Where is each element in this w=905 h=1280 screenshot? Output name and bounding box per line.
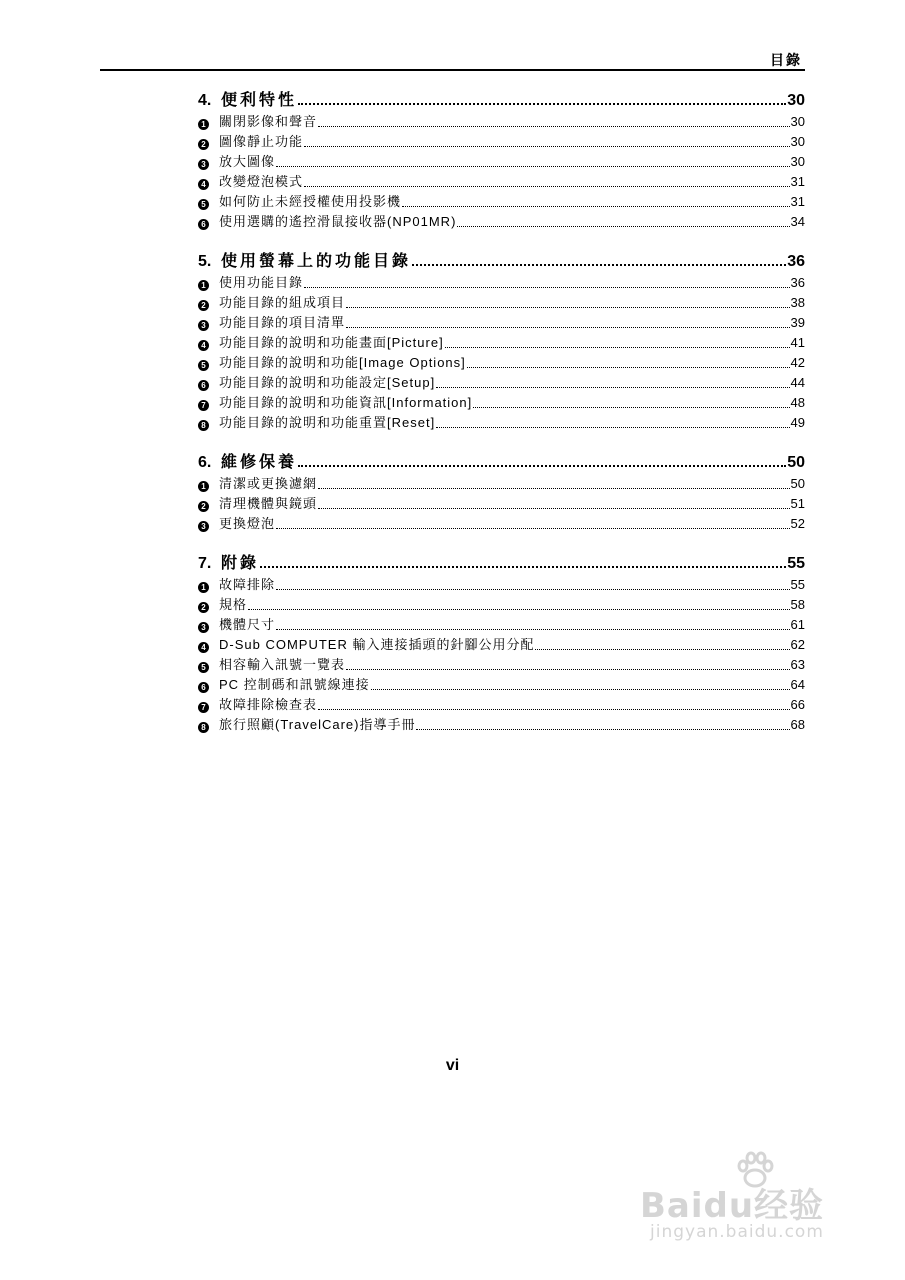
toc-section xyxy=(198,449,805,533)
entry-page-number: 30 xyxy=(790,114,805,129)
dot-leader xyxy=(276,166,790,167)
toc-entry xyxy=(198,392,805,412)
dot-leader xyxy=(304,186,790,187)
numbered-bullet-icon: 5 xyxy=(198,199,209,210)
dot-leader xyxy=(402,206,790,207)
entry-page-number: 68 xyxy=(790,717,805,732)
entry-page-number: 41 xyxy=(790,335,805,350)
dot-leader xyxy=(276,589,790,590)
toc-entry xyxy=(198,372,805,392)
section-page-number: 30 xyxy=(787,92,805,109)
numbered-bullet-icon: 8 xyxy=(198,420,209,431)
toc-entry xyxy=(198,674,805,694)
toc-entry xyxy=(198,513,805,533)
entry-page-number: 38 xyxy=(790,295,805,310)
entry-page-number: 66 xyxy=(790,697,805,712)
entry-page-number: 30 xyxy=(790,134,805,149)
watermark-url: jingyan.baidu.com xyxy=(650,1222,824,1242)
entry-title: 清理機體與鏡頭 xyxy=(219,496,318,511)
section-number: 4. xyxy=(198,92,212,109)
entry-page-number: 49 xyxy=(790,415,805,430)
dot-leader xyxy=(346,669,790,670)
entry-title: 功能目錄的說明和功能重置[Reset] xyxy=(219,415,436,430)
toc-entry xyxy=(198,574,805,594)
entry-page-number: 61 xyxy=(790,617,805,632)
section-page-number: 55 xyxy=(787,555,805,572)
entry-title: 放大圖像 xyxy=(219,154,276,169)
entry-page-number: 31 xyxy=(790,174,805,189)
numbered-bullet-icon: 6 xyxy=(198,219,209,230)
numbered-bullet-icon: 5 xyxy=(198,662,209,673)
entry-title: 功能目錄的組成項目 xyxy=(219,295,346,310)
toc-entry xyxy=(198,151,805,171)
baidu-watermark xyxy=(640,1150,870,1250)
entry-title: 旅行照顧(TravelCare)指導手冊 xyxy=(219,717,416,732)
section-page-number: 50 xyxy=(787,454,805,471)
numbered-bullet-icon: 2 xyxy=(198,602,209,613)
numbered-bullet-icon: 7 xyxy=(198,702,209,713)
section-number: 5. xyxy=(198,253,212,270)
toc-section-heading xyxy=(198,87,805,110)
toc-section xyxy=(198,248,805,432)
toc-entry xyxy=(198,352,805,372)
dot-leader xyxy=(276,629,790,630)
numbered-bullet-icon: 1 xyxy=(198,119,209,130)
toc-entry xyxy=(198,332,805,352)
entry-page-number: 50 xyxy=(790,476,805,491)
entry-page-number: 48 xyxy=(790,395,805,410)
dot-leader xyxy=(298,103,786,105)
section-title: 維修保養 xyxy=(221,454,298,471)
entry-title: D-Sub COMPUTER 輸入連接插頭的針腳公用分配 xyxy=(219,637,535,652)
entry-title: 清潔或更換濾網 xyxy=(219,476,318,491)
entry-title: 使用選購的遙控滑鼠接收器(NP01MR) xyxy=(219,214,457,229)
numbered-bullet-icon: 1 xyxy=(198,481,209,492)
dot-leader xyxy=(304,287,790,288)
numbered-bullet-icon: 4 xyxy=(198,179,209,190)
toc-entry xyxy=(198,171,805,191)
dot-leader xyxy=(260,566,786,568)
watermark-brand: Baidu经验 xyxy=(640,1186,825,1226)
entry-page-number: 51 xyxy=(790,496,805,511)
dot-leader xyxy=(298,465,786,467)
numbered-bullet-icon: 2 xyxy=(198,300,209,311)
toc-section-heading xyxy=(198,248,805,271)
toc-entry xyxy=(198,714,805,734)
section-page-number: 36 xyxy=(787,253,805,270)
numbered-bullet-icon: 7 xyxy=(198,400,209,411)
dot-leader xyxy=(346,307,790,308)
entry-title: 相容輸入訊號一覽表 xyxy=(219,657,346,672)
toc-section xyxy=(198,550,805,734)
numbered-bullet-icon: 2 xyxy=(198,139,209,150)
entry-title: 如何防止未經授權使用投影機 xyxy=(219,194,402,209)
toc-entry xyxy=(198,634,805,654)
toc-entry xyxy=(198,412,805,432)
entry-page-number: 30 xyxy=(790,154,805,169)
numbered-bullet-icon: 6 xyxy=(198,682,209,693)
toc-entry xyxy=(198,292,805,312)
entry-title: 功能目錄的說明和功能畫面[Picture] xyxy=(219,335,444,350)
toc-entry xyxy=(198,654,805,674)
dot-leader xyxy=(436,427,789,428)
toc-entry xyxy=(198,614,805,634)
page-number: vi xyxy=(445,1057,460,1074)
dot-leader xyxy=(318,126,790,127)
numbered-bullet-icon: 6 xyxy=(198,380,209,391)
numbered-bullet-icon: 1 xyxy=(198,280,209,291)
running-header-title: 目錄 xyxy=(770,52,802,68)
dot-leader xyxy=(371,689,790,690)
entry-page-number: 44 xyxy=(790,375,805,390)
header-rule xyxy=(100,69,805,71)
toc-section-heading xyxy=(198,449,805,472)
entry-title: 故障排除 xyxy=(219,577,276,592)
toc-entry xyxy=(198,211,805,231)
numbered-bullet-icon: 1 xyxy=(198,582,209,593)
section-title: 便利特性 xyxy=(221,92,298,109)
toc-entry xyxy=(198,131,805,151)
entry-page-number: 31 xyxy=(790,194,805,209)
numbered-bullet-icon: 2 xyxy=(198,501,209,512)
dot-leader xyxy=(304,146,790,147)
entry-title: 使用功能目錄 xyxy=(219,275,304,290)
toc-section xyxy=(198,87,805,231)
dot-leader xyxy=(276,528,790,529)
dot-leader xyxy=(467,367,790,368)
toc-entry xyxy=(198,191,805,211)
dot-leader xyxy=(457,226,789,227)
dot-leader xyxy=(318,488,790,489)
toc-entry xyxy=(198,111,805,131)
numbered-bullet-icon: 3 xyxy=(198,320,209,331)
entry-title: 功能目錄的說明和功能設定[Setup] xyxy=(219,375,436,390)
toc-entry xyxy=(198,493,805,513)
entry-page-number: 63 xyxy=(790,657,805,672)
toc-entry xyxy=(198,473,805,493)
entry-title: 改變燈泡模式 xyxy=(219,174,304,189)
section-number: 7. xyxy=(198,555,212,572)
numbered-bullet-icon: 3 xyxy=(198,622,209,633)
entry-title: 關閉影像和聲音 xyxy=(219,114,318,129)
numbered-bullet-icon: 3 xyxy=(198,159,209,170)
entry-title: PC 控制碼和訊號線連接 xyxy=(219,677,370,692)
section-title: 使用螢幕上的功能目錄 xyxy=(221,253,412,270)
dot-leader xyxy=(416,729,789,730)
toc-entry xyxy=(198,312,805,332)
entry-title: 故障排除檢查表 xyxy=(219,697,318,712)
toc-entry xyxy=(198,694,805,714)
entry-page-number: 39 xyxy=(790,315,805,330)
toc-entry xyxy=(198,272,805,292)
dot-leader xyxy=(535,649,789,650)
dot-leader xyxy=(248,609,790,610)
entry-title: 功能目錄的說明和功能資訊[Information] xyxy=(219,395,473,410)
numbered-bullet-icon: 4 xyxy=(198,340,209,351)
entry-page-number: 36 xyxy=(790,275,805,290)
numbered-bullet-icon: 5 xyxy=(198,360,209,371)
entry-title: 圖像靜止功能 xyxy=(219,134,304,149)
entry-page-number: 62 xyxy=(790,637,805,652)
dot-leader xyxy=(318,709,790,710)
table-of-contents xyxy=(198,87,805,751)
entry-title: 規格 xyxy=(219,597,248,612)
dot-leader xyxy=(318,508,790,509)
entry-page-number: 55 xyxy=(790,577,805,592)
entry-title: 機體尺寸 xyxy=(219,617,276,632)
dot-leader xyxy=(445,347,790,348)
toc-section-heading xyxy=(198,550,805,573)
dot-leader xyxy=(436,387,789,388)
entry-page-number: 52 xyxy=(790,516,805,531)
numbered-bullet-icon: 4 xyxy=(198,642,209,653)
section-number: 6. xyxy=(198,454,212,471)
entry-page-number: 64 xyxy=(790,677,805,692)
entry-page-number: 34 xyxy=(790,214,805,229)
entry-title: 功能目錄的說明和功能[Image Options] xyxy=(219,355,466,370)
section-title: 附錄 xyxy=(221,555,260,572)
dot-leader xyxy=(412,264,786,266)
numbered-bullet-icon: 3 xyxy=(198,521,209,532)
entry-page-number: 42 xyxy=(790,355,805,370)
dot-leader xyxy=(473,407,789,408)
toc-entry xyxy=(198,594,805,614)
entry-page-number: 58 xyxy=(790,597,805,612)
numbered-bullet-icon: 8 xyxy=(198,722,209,733)
entry-title: 更換燈泡 xyxy=(219,516,276,531)
entry-title: 功能目錄的項目清單 xyxy=(219,315,346,330)
dot-leader xyxy=(346,327,790,328)
